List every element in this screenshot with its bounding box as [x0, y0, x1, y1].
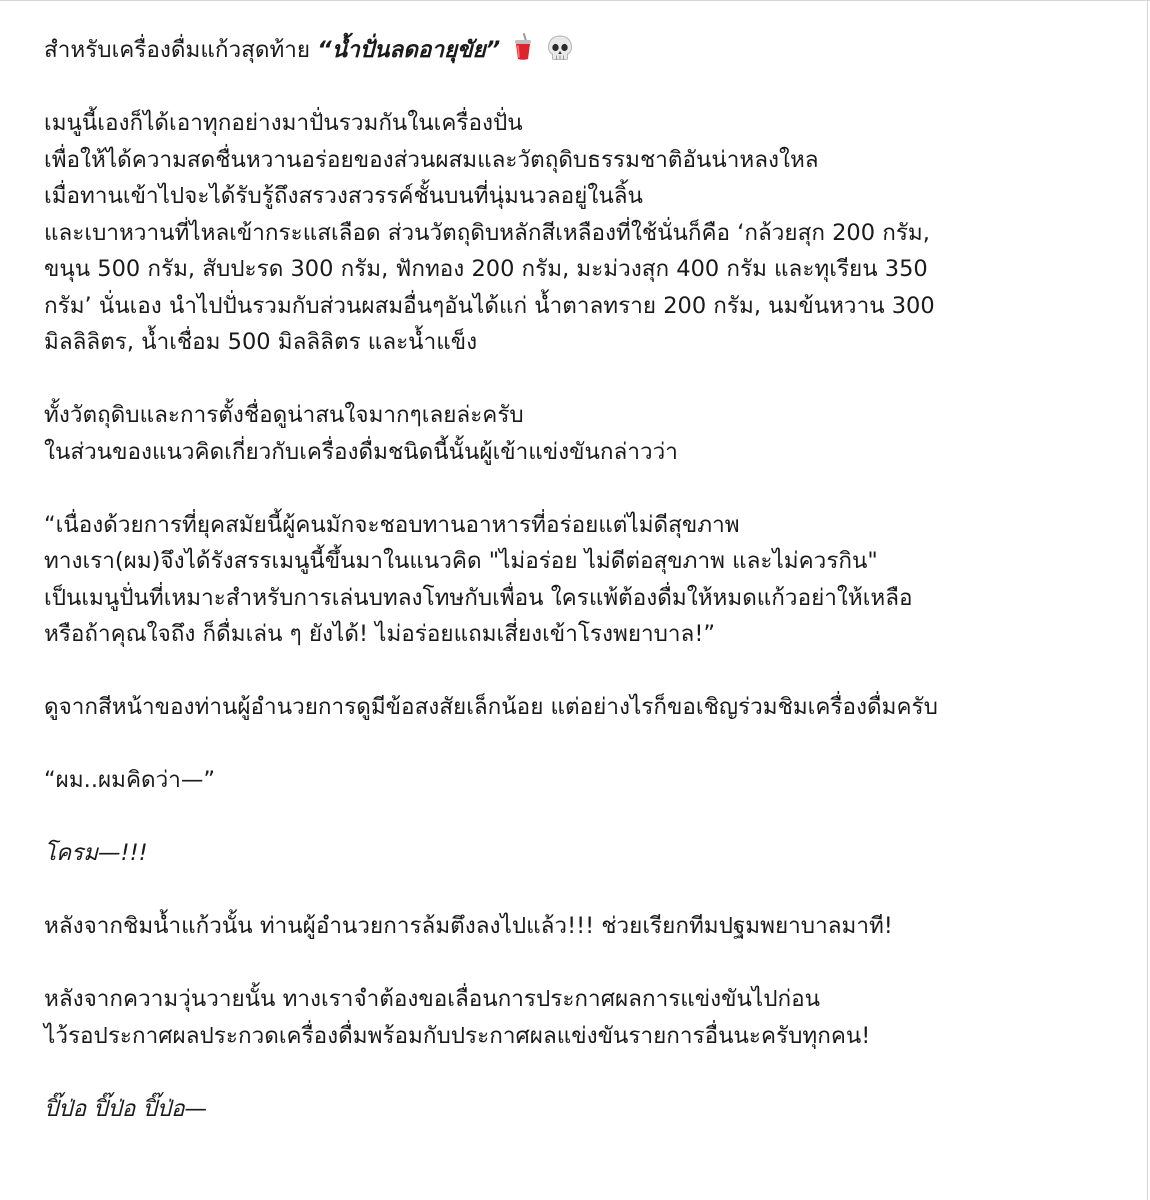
intro-line [44, 32, 1134, 69]
text-line: เป็นเมนูปั่นที่เหมาะสำหรับการเล่นบทลงโทษกับเพื่อน ใครแพ้ต้องดื่มให้หมดแก้วอย่าให้เหลือ [44, 584, 913, 611]
drink-name: “น้ำปั่นลดอายุขัย” [317, 37, 501, 63]
text-line: เมนูนี้เองก็ได้เอาทุกอย่างมาปั่นรวมกันในเครื่องปั่น [44, 110, 523, 136]
text-line: ในส่วนของแนวคิดเกี่ยวกับเครื่องดื่มชนิดนี้นั้นผู้เข้าแข่งขันกล่าวว่า [44, 438, 678, 465]
paragraph-collapse: หลังจากชิมน้ำแก้วนั้น ท่านผู้อำนวยการล้มตึงลงไปแล้ว!!! ช่วยเรียกทีมปฐมพยาบาลมาที! [44, 913, 893, 939]
paragraph-ingredients [44, 105, 1134, 361]
cup-with-straw-icon [513, 33, 533, 73]
paragraph-crash: โครม—!!! [44, 840, 148, 866]
text-line: และเบาหวานที่ไหลเข้ากระแสเลือด ส่วนวัตถุดิบหลักสีเหลืองที่ใช้นั่นก็คือ ‘กล้วยสุก 200 กรัม, [44, 219, 930, 246]
text-line: “เนื่องด้วยการที่ยุคสมัยนี้ผู้คนมักจะชอบทานอาหารที่อร่อยแต่ไม่ดีสุขภาพ [44, 511, 740, 538]
paragraph-postpone [44, 981, 1134, 1054]
paragraph-quote [44, 507, 1134, 653]
right-border [1147, 0, 1148, 1200]
text-line: ขนุน 500 กรัม, สับปะรด 300 กรัม, ฟักทอง 200 กรัม, มะม่วงสุก 400 กรัม และทุเรียน 350 [44, 256, 928, 282]
text-line: หลังจากความวุ่นวายนั้น ทางเราจำต้องขอเลื่อนการประกาศผลการแข่งขันไปก่อน [44, 986, 821, 1012]
text-line: กรัม’ นั่นเอง นำไปปั่นรวมกับส่วนผสมอื่นๆอันได้แก่ น้ำตาลทราย 200 กรัม, นมข้นหวาน 300 [44, 292, 935, 319]
text-line: เมื่อทานเข้าไปจะได้รับรู้ถึงสรวงสวรรค์ชั้นบนที่นุ่มนวลอยู่ในลิ้น [44, 183, 643, 209]
text-line: ทางเรา(ผม)จึงได้รังสรรเมนูนี้ขึ้นมาในแนวคิด "ไม่อร่อย ไม่ดีต่อสุขภาพ และไม่ควรกิน" [44, 548, 878, 574]
paragraph-director-quote: “ผม..ผมคิดว่า—” [44, 767, 216, 793]
skull-icon [547, 35, 573, 73]
paragraph-siren: ปิ๊ป่อ ปิ๊ป่อ ปิ๊ป่อ— [44, 1095, 208, 1122]
text-line: มิลลิลิตร, น้ำเชื่อม 500 มิลลิลิตร และน้ำแข็ง [44, 329, 478, 355]
top-border [0, 0, 1150, 1]
paragraph-director-reaction: ดูจากสีหน้าของท่านผู้อำนวยการดูมีข้อสงสัยเล็กน้อย แต่อย่างไรก็ขอเชิญร่วมชิมเครื่องดื่มครับ [44, 694, 938, 720]
paragraph-comment [44, 397, 1134, 470]
post-body [44, 32, 1134, 1127]
text-line: หรือถ้าคุณใจถึง ก็ดื่มเล่น ๆ ยังได้! ไม่อร่อยแถมเสี่ยงเข้าโรงพยาบาล!” [44, 621, 716, 647]
text-line: ไว้รอประกาศผลประกวดเครื่องดื่มพร้อมกับประกาศผลแข่งขันรายการอื่นนะครับทุกคน! [44, 1022, 871, 1049]
intro-text: สำหรับเครื่องดื่มแก้วสุดท้าย [44, 37, 318, 63]
text-line: เพื่อให้ได้ความสดชื่นหวานอร่อยของส่วนผสมและวัตถุดิบธรรมชาติอันน่าหลงใหล [44, 146, 819, 173]
text-line: ทั้งวัตถุดิบและการตั้งชื่อดูน่าสนใจมากๆเลยล่ะครับ [44, 402, 524, 428]
